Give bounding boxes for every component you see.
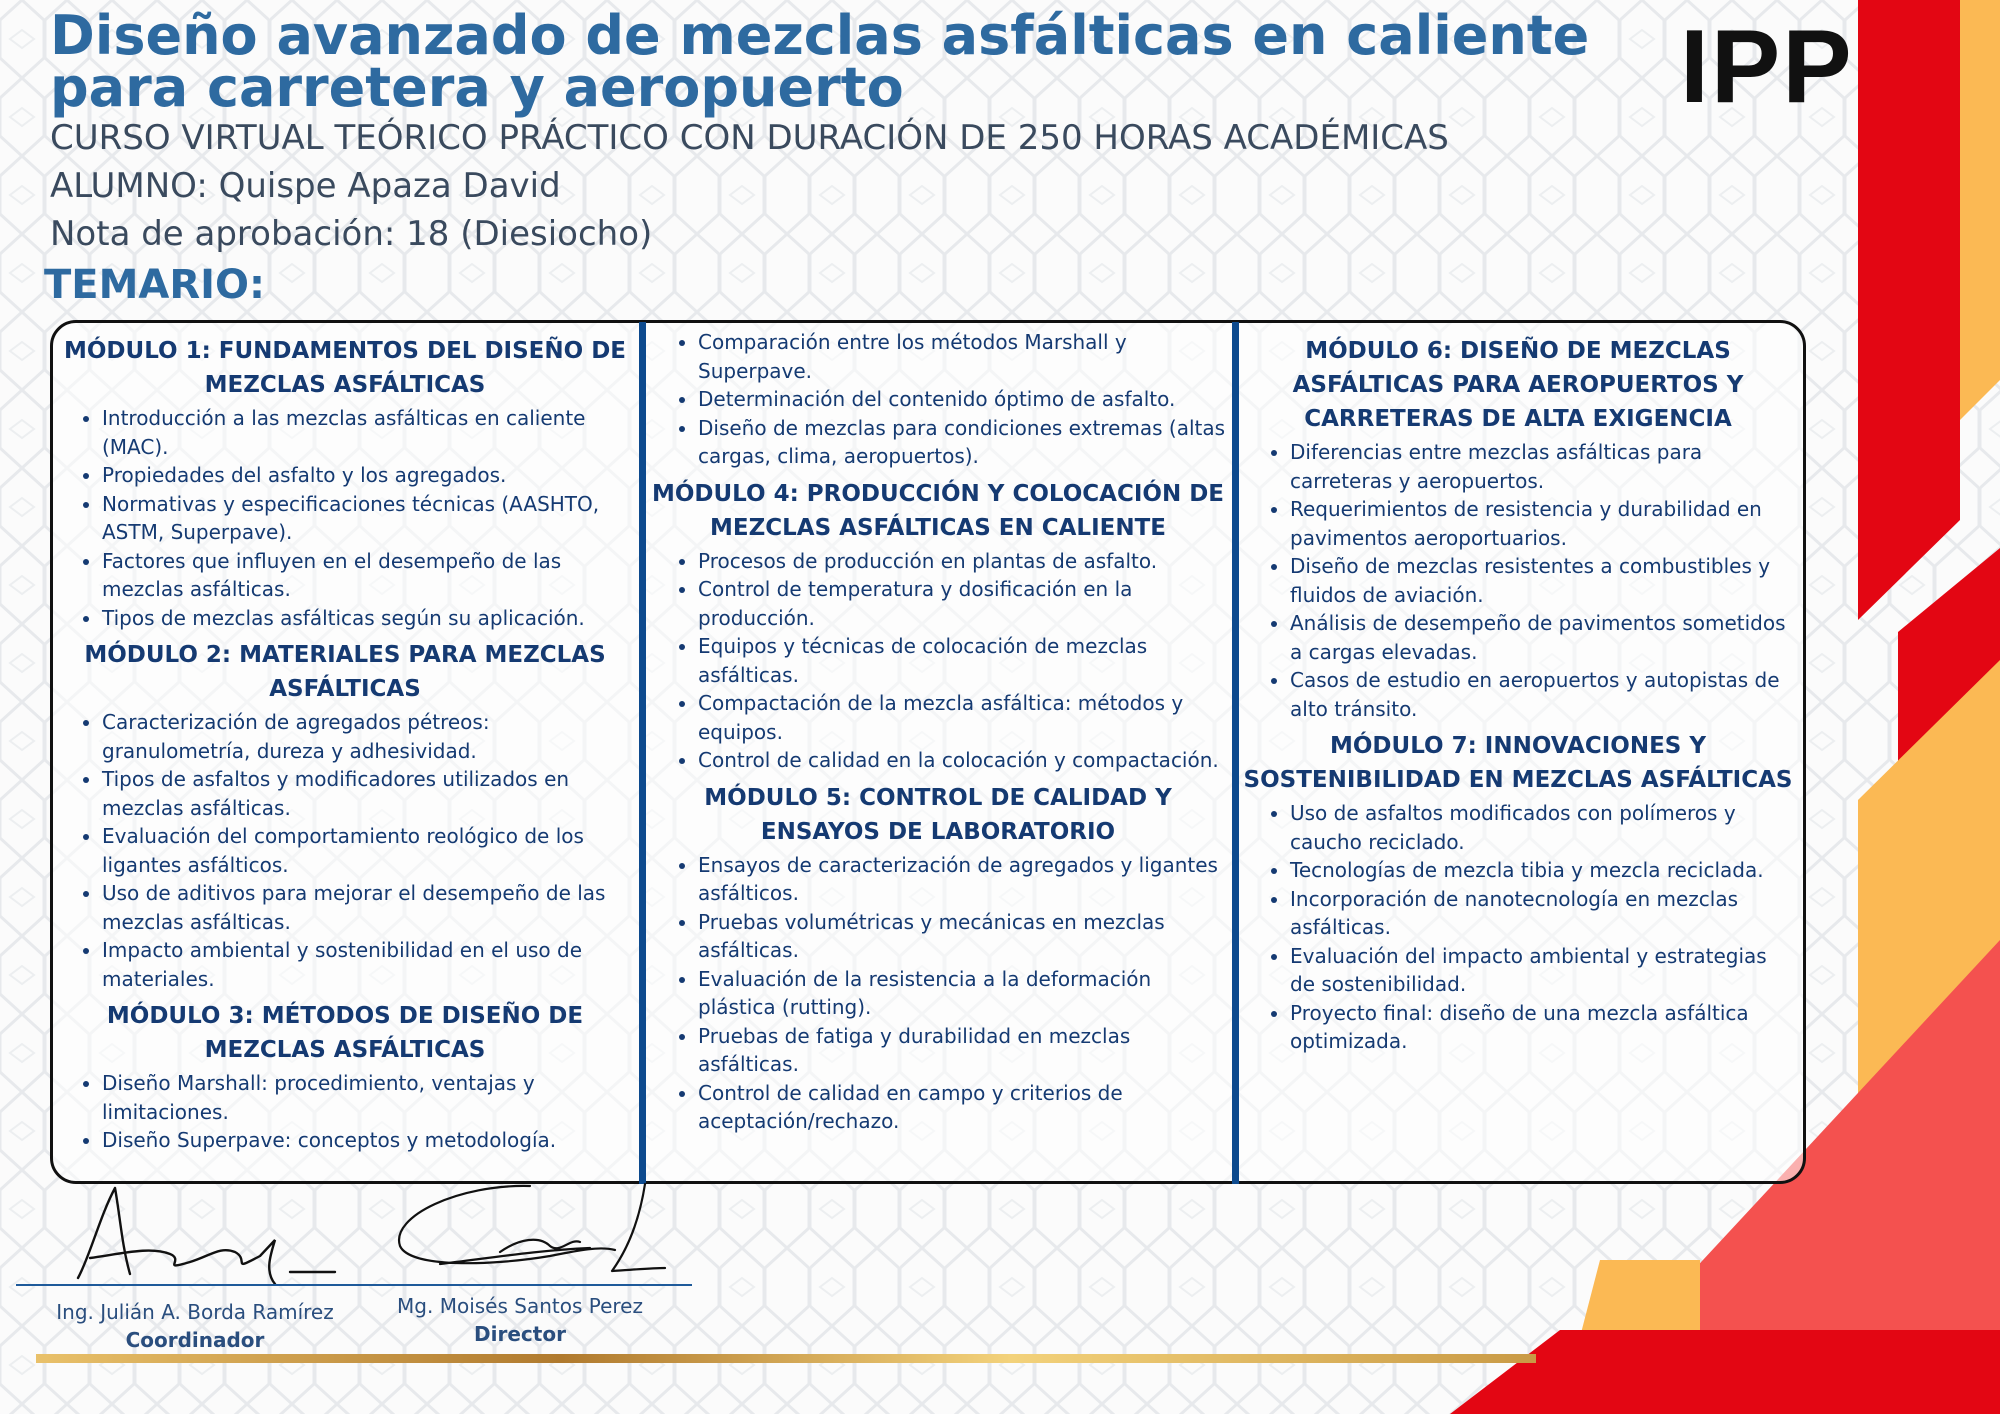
module-7-list	[1242, 799, 1794, 1056]
list-item: • Tipos de mezclas asfálticas según su aplicación.	[102, 604, 636, 633]
list-item: • Determinación del contenido óptimo de asfalto.	[698, 385, 1226, 414]
list-item: • Normativas y especificaciones técnicas (AASHTO, ASTM, Superpave).	[102, 490, 636, 547]
module-7-title: MÓDULO 7: INNOVACIONES Y SOSTENIBILIDAD EN MEZCLAS ASFÁLTICAS	[1243, 733, 1793, 793]
coordinator-name: Ing. Julián A. Borda Ramírez	[56, 1300, 334, 1324]
list-item: • Diseño Superpave: conceptos y metodología.	[102, 1126, 636, 1155]
list-item: • Uso de aditivos para mejorar el desempeño de las mezclas asfálticas.	[102, 879, 636, 936]
list-item: • Impacto ambiental y sostenibilidad en el uso de materiales.	[102, 936, 636, 993]
list-item: • Diferencias entre mezclas asfálticas para carreteras y aeropuertos.	[1290, 438, 1794, 495]
list-item: • Proyecto final: diseño de una mezcla asfáltica optimizada.	[1290, 999, 1794, 1056]
list-item: • Propiedades del asfalto y los agregados.	[102, 461, 636, 490]
module-1-list	[54, 404, 636, 632]
column-divider-2	[1232, 322, 1239, 1184]
director-block	[370, 1292, 670, 1348]
list-item: • Procesos de producción en plantas de asfalto.	[698, 547, 1226, 576]
syllabus-column-3	[1242, 328, 1794, 1056]
list-item: • Diseño de mezclas para condiciones extremas (altas cargas, clima, aeropuertos).	[698, 414, 1226, 471]
director-signature	[380, 1176, 670, 1286]
list-item: • Introducción a las mezclas asfálticas en caliente (MAC).	[102, 404, 636, 461]
module-5-list	[650, 851, 1226, 1136]
signature-line	[16, 1284, 692, 1286]
course-description: CURSO VIRTUAL TEÓRICO PRÁCTICO CON DURACIÓN DE 250 HORAS ACADÉMICAS	[50, 118, 1449, 158]
syllabus-column-2	[650, 328, 1226, 1136]
coordinator-signature	[60, 1176, 350, 1296]
list-item: • Diseño de mezclas resistentes a combustibles y fluidos de aviación.	[1290, 552, 1794, 609]
module-4-title: MÓDULO 4: PRODUCCIÓN Y COLOCACIÓN DE MEZCLAS ASFÁLTICAS EN CALIENTE	[651, 480, 1225, 541]
list-item: • Control de calidad en campo y criterios de aceptación/rechazo.	[698, 1079, 1226, 1136]
module-1-title: MÓDULO 1: FUNDAMENTOS DEL DISEÑO DE MEZCLAS ASFÁLTICAS	[63, 338, 626, 398]
module-3-continued-list	[650, 328, 1226, 471]
list-item: • Evaluación del comportamiento reológico de los ligantes asfálticos.	[102, 822, 636, 879]
coordinator-block	[30, 1298, 360, 1354]
list-item: • Diseño Marshall: procedimiento, ventajas y limitaciones.	[102, 1069, 636, 1126]
syllabus-heading: TEMARIO:	[44, 262, 266, 308]
coordinator-role: Coordinador	[125, 1328, 265, 1352]
module-6-title: MÓDULO 6: DISEÑO DE MEZCLAS ASFÁLTICAS PARA AEROPUERTOS Y CARRETERAS DE ALTA EXIGENCIA	[1292, 338, 1744, 432]
student-name: ALUMNO: Quispe Apaza David	[50, 166, 561, 206]
module-4-list	[650, 547, 1226, 775]
list-item: • Factores que influyen en el desempeño de las mezclas asfálticas.	[102, 547, 636, 604]
list-item: • Evaluación de la resistencia a la deformación plástica (rutting).	[698, 965, 1226, 1022]
list-item: • Comparación entre los métodos Marshall y Superpave.	[698, 328, 1226, 385]
list-item: • Análisis de desempeño de pavimentos sometidos a cargas elevadas.	[1290, 609, 1794, 666]
ipp-logo: IPP	[1680, 9, 1854, 125]
list-item: • Tipos de asfaltos y modificadores utilizados en mezclas asfálticas.	[102, 765, 636, 822]
director-name: Mg. Moisés Santos Perez	[397, 1294, 643, 1318]
list-item: • Casos de estudio en aeropuertos y autopistas de alto tránsito.	[1290, 666, 1794, 723]
red-bottom-block	[1450, 1330, 2000, 1414]
module-6-list	[1242, 438, 1794, 723]
module-2-list	[54, 708, 636, 993]
module-3-list	[54, 1069, 636, 1155]
list-item: • Control de temperatura y dosificación en la producción.	[698, 575, 1226, 632]
list-item: • Compactación de la mezcla asfáltica: métodos y equipos.	[698, 689, 1226, 746]
list-item: • Uso de asfaltos modificados con polímeros y caucho reciclado.	[1290, 799, 1794, 856]
module-5-title: MÓDULO 5: CONTROL DE CALIDAD Y ENSAYOS DE LABORATORIO	[704, 784, 1172, 845]
list-item: • Pruebas volumétricas y mecánicas en mezclas asfálticas.	[698, 908, 1226, 965]
list-item: • Incorporación de nanotecnología en mezclas asfálticas.	[1290, 885, 1794, 942]
list-item: • Tecnologías de mezcla tibia y mezcla reciclada.	[1290, 856, 1794, 885]
module-3-title: MÓDULO 3: MÉTODOS DE DISEÑO DE MEZCLAS ASFÁLTICAS	[106, 1003, 584, 1063]
column-divider-1	[639, 322, 646, 1184]
director-role: Director	[474, 1322, 566, 1346]
list-item: • Requerimientos de resistencia y durabilidad en pavimentos aeroportuarios.	[1290, 495, 1794, 552]
list-item: • Evaluación del impacto ambiental y estrategias de sostenibilidad.	[1290, 942, 1794, 999]
list-item: • Equipos y técnicas de colocación de mezclas asfálticas.	[698, 632, 1226, 689]
module-2-title: MÓDULO 2: MATERIALES PARA MEZCLAS ASFÁLTICAS	[84, 642, 606, 702]
syllabus-column-1	[54, 328, 636, 1155]
approval-grade: Nota de aprobación: 18 (Diesiocho)	[50, 214, 653, 254]
list-item: • Caracterización de agregados pétreos: granulometría, dureza y adhesividad.	[102, 708, 636, 765]
list-item: • Ensayos de caracterización de agregados y ligantes asfálticos.	[698, 851, 1226, 908]
red-band-top	[1858, 0, 1960, 620]
list-item: • Control de calidad en la colocación y compactación.	[698, 746, 1226, 775]
certificate-title: Diseño avanzado de mezclas asfálticas en caliente para carretera y aeropuerto	[50, 4, 1590, 119]
list-item: • Pruebas de fatiga y durabilidad en mezclas asfálticas.	[698, 1022, 1226, 1079]
gold-divider-line	[36, 1354, 1536, 1363]
